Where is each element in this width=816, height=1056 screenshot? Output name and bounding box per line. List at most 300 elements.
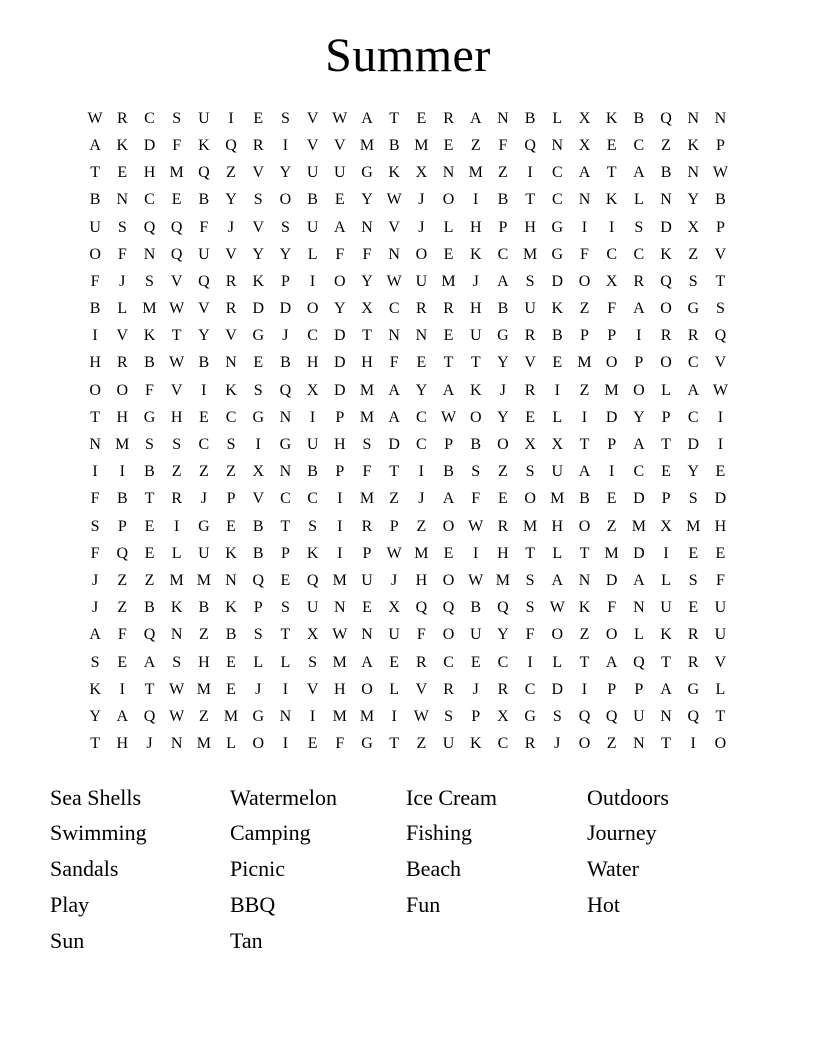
grid-letter: X bbox=[497, 707, 509, 725]
grid-letter: M bbox=[495, 571, 511, 589]
grid-letter: E bbox=[226, 680, 236, 698]
grid-letter: S bbox=[172, 436, 182, 454]
grid-letter: Z bbox=[579, 626, 590, 644]
grid-letter: G bbox=[252, 408, 264, 426]
grid-letter: S bbox=[172, 653, 182, 671]
grid-letter: M bbox=[169, 164, 184, 182]
grid-letter: U bbox=[89, 218, 101, 236]
grid-letter: F bbox=[90, 272, 100, 290]
grid-letter: T bbox=[90, 408, 100, 426]
grid-letter: J bbox=[91, 571, 99, 589]
grid-letter: D bbox=[143, 136, 156, 154]
grid-letter: Z bbox=[117, 571, 128, 589]
grid-letter: P bbox=[335, 408, 345, 426]
grid-letter: E bbox=[443, 327, 454, 345]
grid-letter: M bbox=[196, 735, 211, 753]
grid-letter: Y bbox=[279, 164, 292, 182]
grid-letter: I bbox=[282, 680, 289, 698]
grid-letter: K bbox=[225, 381, 237, 399]
grid-letter: Y bbox=[497, 408, 509, 426]
grid-letter: I bbox=[309, 707, 316, 725]
grid-letter: D bbox=[633, 490, 645, 508]
grid-row bbox=[82, 105, 735, 132]
grid-letter: U bbox=[469, 327, 482, 345]
grid-letter: N bbox=[633, 599, 645, 617]
grid-letter: A bbox=[469, 109, 482, 127]
grid-letter: V bbox=[714, 245, 727, 263]
word-search-grid bbox=[82, 105, 735, 758]
grid-letter: J bbox=[119, 272, 126, 290]
grid-letter: B bbox=[198, 354, 210, 372]
grid-letter: N bbox=[415, 327, 428, 345]
grid-letter: E bbox=[606, 136, 617, 154]
grid-letter: K bbox=[225, 544, 237, 562]
grid-letter: H bbox=[143, 164, 156, 182]
grid-letter: V bbox=[225, 245, 237, 263]
grid-letter: F bbox=[90, 490, 100, 508]
grid-letter: C bbox=[443, 653, 454, 671]
grid-letter: K bbox=[551, 300, 564, 318]
grid-letter: M bbox=[142, 300, 157, 318]
grid-letter: U bbox=[524, 300, 536, 318]
grid-letter: F bbox=[471, 490, 481, 508]
grid-letter: D bbox=[660, 218, 672, 236]
grid-letter: S bbox=[172, 109, 182, 127]
grid-letter: G bbox=[551, 245, 564, 263]
grid-letter: M bbox=[359, 490, 375, 508]
grid-letter: L bbox=[443, 218, 454, 236]
grid-letter: F bbox=[117, 245, 127, 263]
grid-letter: J bbox=[418, 490, 425, 508]
grid-letter: Y bbox=[687, 191, 699, 209]
grid-letter: R bbox=[225, 272, 237, 290]
grid-letter: C bbox=[497, 245, 509, 263]
grid-letter: X bbox=[578, 109, 591, 127]
grid-letter: A bbox=[633, 571, 645, 589]
grid-letter: W bbox=[712, 381, 728, 399]
grid-letter: L bbox=[661, 571, 671, 589]
grid-letter: Y bbox=[334, 300, 346, 318]
grid-letter: Y bbox=[252, 245, 264, 263]
grid-letter: M bbox=[169, 571, 184, 589]
grid-letter: I bbox=[337, 490, 343, 508]
grid-letter: Y bbox=[415, 381, 428, 399]
grid-letter: E bbox=[443, 136, 454, 154]
grid-letter: M bbox=[468, 164, 483, 182]
grid-letter: G bbox=[252, 707, 264, 725]
grid-letter: Q bbox=[524, 136, 536, 154]
grid-letter: S bbox=[525, 599, 535, 617]
grid-letter: N bbox=[578, 191, 591, 209]
grid-row bbox=[82, 296, 735, 323]
grid-letter: E bbox=[117, 653, 128, 671]
grid-letter: S bbox=[444, 707, 453, 725]
grid-letter: P bbox=[335, 463, 345, 481]
grid-letter: F bbox=[607, 300, 617, 318]
grid-letter: B bbox=[497, 191, 509, 209]
grid-letter: Q bbox=[605, 707, 618, 725]
grid-letter: Q bbox=[578, 707, 591, 725]
grid-row bbox=[82, 622, 735, 649]
grid-letter: K bbox=[605, 191, 618, 209]
grid-letter: E bbox=[389, 653, 400, 671]
grid-letter: L bbox=[226, 735, 236, 753]
grid-letter: M bbox=[550, 490, 565, 508]
grid-letter: M bbox=[631, 517, 646, 535]
grid-letter: J bbox=[472, 680, 479, 698]
grid-letter: J bbox=[472, 272, 479, 290]
grid-letter: H bbox=[469, 218, 482, 236]
grid-letter: L bbox=[171, 544, 182, 562]
grid-letter: R bbox=[524, 735, 536, 753]
grid-letter: P bbox=[280, 272, 290, 290]
grid-letter: D bbox=[714, 490, 727, 508]
grid-letter: C bbox=[497, 653, 509, 671]
grid-letter: H bbox=[116, 735, 129, 753]
grid-letter: Q bbox=[225, 136, 237, 154]
grid-letter: O bbox=[469, 408, 482, 426]
grid-letter: C bbox=[551, 164, 563, 182]
grid-letter: R bbox=[416, 653, 427, 671]
grid-letter: B bbox=[252, 544, 264, 562]
grid-letter: U bbox=[388, 626, 400, 644]
grid-letter: L bbox=[715, 680, 726, 698]
grid-letter: P bbox=[607, 327, 617, 345]
grid-letter: U bbox=[306, 164, 319, 182]
grid-letter: M bbox=[604, 544, 619, 562]
grid-letter: Z bbox=[144, 571, 155, 589]
grid-letter: U bbox=[714, 626, 727, 644]
grid-letter: O bbox=[633, 381, 645, 399]
grid-row bbox=[82, 486, 735, 513]
grid-letter: H bbox=[714, 517, 727, 535]
grid-letter: B bbox=[633, 109, 645, 127]
page-title: Summer bbox=[325, 29, 491, 82]
word-item: Fishing bbox=[406, 820, 473, 846]
grid-letter: Z bbox=[171, 463, 182, 481]
grid-letter: B bbox=[144, 463, 155, 481]
grid-letter: C bbox=[524, 680, 536, 698]
grid-letter: E bbox=[661, 463, 671, 481]
word-list-column bbox=[230, 780, 406, 959]
grid-row bbox=[82, 350, 735, 377]
grid-letter: N bbox=[279, 408, 292, 426]
grid-letter: E bbox=[715, 544, 726, 562]
grid-letter: G bbox=[524, 707, 536, 725]
grid-row bbox=[82, 513, 735, 540]
grid-letter: I bbox=[717, 436, 724, 454]
word-item: Journey bbox=[587, 820, 657, 846]
grid-letter: S bbox=[715, 300, 725, 318]
grid-letter: O bbox=[551, 626, 564, 644]
word-item: Beach bbox=[406, 856, 461, 882]
grid-letter: T bbox=[171, 327, 182, 345]
grid-row bbox=[82, 595, 735, 622]
grid-letter: A bbox=[116, 707, 129, 725]
grid-row bbox=[82, 132, 735, 159]
grid-letter: G bbox=[198, 517, 210, 535]
grid-letter: S bbox=[688, 571, 698, 589]
grid-letter: N bbox=[687, 109, 699, 127]
grid-row bbox=[82, 187, 735, 214]
grid-letter: N bbox=[714, 109, 727, 127]
grid-letter: A bbox=[633, 300, 645, 318]
grid-letter: B bbox=[660, 164, 672, 182]
grid-letter: E bbox=[117, 164, 128, 182]
grid-letter: V bbox=[306, 680, 319, 698]
grid-letter: Z bbox=[688, 245, 699, 263]
grid-letter: Z bbox=[606, 517, 617, 535]
grid-letter: A bbox=[361, 653, 373, 671]
grid-letter: H bbox=[334, 436, 346, 454]
grid-letter: F bbox=[199, 218, 209, 236]
grid-letter: H bbox=[469, 300, 482, 318]
grid-letter: O bbox=[605, 354, 618, 372]
grid-letter: U bbox=[469, 626, 482, 644]
grid-letter: A bbox=[442, 381, 455, 399]
grid-letter: E bbox=[334, 191, 345, 209]
grid-letter: H bbox=[497, 544, 509, 562]
grid-letter: S bbox=[280, 218, 290, 236]
grid-letter: Z bbox=[198, 707, 209, 725]
grid-letter: L bbox=[633, 191, 644, 209]
grid-letter: E bbox=[552, 354, 563, 372]
grid-letter: C bbox=[633, 463, 645, 481]
grid-letter: L bbox=[552, 653, 563, 671]
grid-letter: F bbox=[580, 245, 589, 263]
grid-letter: I bbox=[309, 272, 316, 290]
grid-letter: P bbox=[715, 218, 725, 236]
grid-letter: E bbox=[362, 599, 372, 617]
grid-letter: S bbox=[90, 517, 100, 535]
grid-letter: I bbox=[119, 463, 125, 481]
grid-letter: T bbox=[389, 463, 400, 481]
grid-letter: I bbox=[581, 408, 588, 426]
grid-letter: G bbox=[279, 436, 292, 454]
grid-letter: S bbox=[525, 272, 535, 290]
word-item: Sun bbox=[50, 927, 85, 953]
grid-letter: S bbox=[308, 653, 318, 671]
grid-letter: K bbox=[469, 735, 482, 753]
grid-letter: B bbox=[307, 463, 318, 481]
grid-letter: S bbox=[253, 191, 263, 209]
grid-letter: E bbox=[144, 544, 155, 562]
grid-letter: G bbox=[252, 327, 264, 345]
grid-row bbox=[82, 323, 735, 350]
grid-letter: T bbox=[715, 272, 726, 290]
grid-letter: G bbox=[497, 327, 509, 345]
grid-letter: I bbox=[282, 136, 289, 154]
grid-letter: V bbox=[334, 136, 346, 154]
word-item: Sea Shells bbox=[50, 784, 142, 810]
grid-letter: A bbox=[89, 136, 101, 154]
grid-letter: P bbox=[362, 544, 372, 562]
grid-letter: B bbox=[579, 490, 590, 508]
grid-letter: Z bbox=[198, 626, 209, 644]
grid-letter: A bbox=[497, 272, 509, 290]
grid-letter: E bbox=[226, 517, 236, 535]
grid-letter: Q bbox=[170, 245, 183, 263]
grid-letter: I bbox=[337, 517, 343, 535]
grid-letter: W bbox=[468, 571, 484, 589]
grid-letter: A bbox=[633, 164, 645, 182]
grid-letter: I bbox=[337, 544, 343, 562]
grid-letter: F bbox=[498, 136, 508, 154]
grid-letter: I bbox=[717, 408, 724, 426]
grid-letter: R bbox=[687, 626, 699, 644]
grid-letter: C bbox=[633, 136, 645, 154]
grid-letter: R bbox=[116, 109, 128, 127]
grid-letter: B bbox=[715, 191, 726, 209]
grid-letter: H bbox=[334, 680, 346, 698]
grid-letter: Q bbox=[143, 218, 156, 236]
grid-row bbox=[82, 214, 735, 241]
grid-letter: O bbox=[578, 517, 591, 535]
grid-letter: H bbox=[361, 354, 373, 372]
grid-letter: T bbox=[579, 544, 590, 562]
grid-letter: A bbox=[143, 653, 156, 671]
grid-letter: K bbox=[687, 136, 699, 154]
grid-letter: C bbox=[633, 245, 645, 263]
grid-letter: C bbox=[416, 436, 427, 454]
grid-letter: Q bbox=[306, 571, 319, 589]
grid-letter: H bbox=[415, 571, 428, 589]
grid-letter: F bbox=[715, 571, 725, 589]
grid-letter: V bbox=[415, 680, 428, 698]
grid-letter: N bbox=[361, 626, 373, 644]
grid-letter: L bbox=[633, 626, 644, 644]
grid-letter: M bbox=[359, 408, 375, 426]
grid-letter: Z bbox=[470, 136, 481, 154]
grid-letter: M bbox=[359, 707, 375, 725]
grid-letter: C bbox=[416, 408, 427, 426]
grid-letter: S bbox=[308, 517, 318, 535]
grid-letter: O bbox=[89, 245, 101, 263]
grid-letter: M bbox=[223, 707, 239, 725]
grid-letter: O bbox=[442, 571, 455, 589]
grid-letter: L bbox=[389, 680, 400, 698]
grid-letter: O bbox=[334, 272, 346, 290]
grid-letter: U bbox=[633, 707, 645, 725]
grid-letter: D bbox=[551, 272, 564, 290]
grid-letter: E bbox=[443, 245, 454, 263]
grid-letter: N bbox=[361, 218, 373, 236]
grid-letter: J bbox=[255, 680, 262, 698]
grid-letter: H bbox=[306, 354, 319, 372]
grid-letter: U bbox=[198, 109, 210, 127]
grid-row bbox=[82, 241, 735, 268]
grid-letter: Q bbox=[633, 653, 645, 671]
grid-letter: C bbox=[307, 327, 318, 345]
grid-letter: Q bbox=[687, 707, 699, 725]
grid-letter: N bbox=[334, 599, 346, 617]
grid-letter: Z bbox=[226, 164, 236, 182]
grid-letter: T bbox=[362, 327, 372, 345]
grid-letter: V bbox=[116, 327, 129, 345]
grid-letter: R bbox=[443, 680, 454, 698]
grid-letter: P bbox=[715, 136, 725, 154]
grid-letter: P bbox=[280, 544, 290, 562]
grid-letter: Y bbox=[198, 327, 210, 345]
word-item: Tan bbox=[230, 927, 263, 953]
grid-letter: S bbox=[90, 653, 100, 671]
grid-letter: J bbox=[418, 218, 425, 236]
word-item: Play bbox=[50, 891, 90, 917]
grid-letter: K bbox=[306, 544, 319, 562]
grid-letter: S bbox=[253, 626, 263, 644]
grid-letter: X bbox=[551, 436, 564, 454]
grid-letter: Q bbox=[116, 544, 129, 562]
grid-letter: X bbox=[306, 626, 319, 644]
grid-letter: I bbox=[581, 680, 588, 698]
grid-letter: N bbox=[279, 463, 292, 481]
grid-letter: V bbox=[198, 300, 210, 318]
grid-letter: Q bbox=[714, 327, 727, 345]
grid-letter: B bbox=[144, 354, 155, 372]
grid-letter: K bbox=[143, 327, 156, 345]
grid-letter: Q bbox=[660, 272, 672, 290]
grid-letter: S bbox=[552, 707, 562, 725]
grid-letter: O bbox=[252, 735, 264, 753]
grid-letter: L bbox=[552, 544, 563, 562]
grid-letter: E bbox=[715, 463, 726, 481]
grid-letter: E bbox=[253, 109, 264, 127]
grid-letter: Q bbox=[252, 571, 264, 589]
grid-letter: G bbox=[687, 300, 699, 318]
grid-letter: I bbox=[228, 109, 234, 127]
grid-letter: C bbox=[307, 490, 318, 508]
word-list-column bbox=[587, 780, 816, 959]
grid-letter: M bbox=[414, 544, 429, 562]
grid-letter: V bbox=[252, 490, 264, 508]
grid-letter: K bbox=[660, 626, 672, 644]
grid-letter: O bbox=[361, 680, 373, 698]
grid-letter: W bbox=[169, 300, 185, 318]
grid-letter: M bbox=[414, 136, 429, 154]
grid-letter: T bbox=[606, 164, 617, 182]
grid-letter: J bbox=[91, 599, 99, 617]
grid-row bbox=[82, 540, 735, 567]
grid-letter: I bbox=[663, 544, 669, 562]
grid-letter: K bbox=[225, 599, 237, 617]
grid-letter: O bbox=[116, 381, 129, 399]
grid-letter: Q bbox=[143, 626, 156, 644]
grid-letter: G bbox=[361, 164, 373, 182]
word-item: Water bbox=[587, 856, 639, 882]
grid-letter: B bbox=[307, 191, 318, 209]
grid-letter: O bbox=[524, 490, 536, 508]
grid-letter: D bbox=[334, 381, 346, 399]
grid-letter: Y bbox=[497, 626, 509, 644]
grid-letter: G bbox=[361, 735, 373, 753]
grid-letter: B bbox=[524, 109, 536, 127]
word-item: Camping bbox=[230, 820, 311, 846]
grid-letter: W bbox=[386, 544, 402, 562]
grid-letter: Z bbox=[579, 300, 590, 318]
grid-letter: E bbox=[443, 544, 454, 562]
grid-row bbox=[82, 160, 735, 187]
grid-letter: L bbox=[661, 381, 671, 399]
grid-letter: W bbox=[332, 109, 348, 127]
grid-letter: T bbox=[470, 354, 481, 372]
grid-row bbox=[82, 268, 735, 295]
grid-letter: A bbox=[660, 680, 672, 698]
grid-letter: I bbox=[173, 517, 180, 535]
grid-letter: J bbox=[499, 381, 507, 399]
grid-letter: E bbox=[688, 599, 699, 617]
grid-letter: B bbox=[551, 327, 563, 345]
grid-letter: Z bbox=[389, 490, 400, 508]
